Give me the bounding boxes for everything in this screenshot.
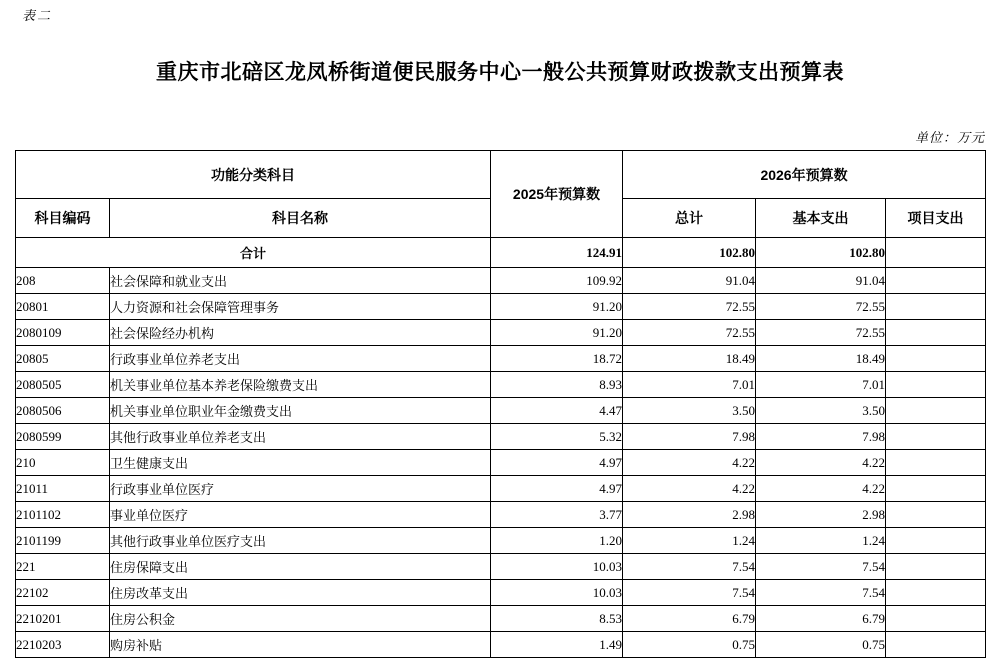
basic-2026-cell: 7.98 [756, 424, 886, 450]
basic-2026-cell: 3.50 [756, 398, 886, 424]
subject-code-cell: 2101102 [16, 502, 110, 528]
page-title: 重庆市北碚区龙凤桥街道便民服务中心一般公共预算财政拨款支出预算表 [156, 61, 844, 84]
budget-2025-cell: 91.20 [491, 294, 623, 320]
subject-name-cell: 行政事业单位养老支出 [110, 346, 491, 372]
grand-total-2025: 124.91 [491, 238, 623, 268]
subject-name-cell: 其他行政事业单位养老支出 [110, 424, 491, 450]
budget-2025-cell: 10.03 [491, 554, 623, 580]
table-row [16, 294, 986, 320]
subject-code-cell: 208 [16, 268, 110, 294]
table-row [16, 320, 986, 346]
header-functional-category: 功能分类科目 [16, 151, 491, 199]
sheet-label: 表二 [22, 9, 53, 24]
basic-2026-cell: 1.24 [756, 528, 886, 554]
budget-2025-cell: 8.93 [491, 372, 623, 398]
basic-2026-cell: 91.04 [756, 268, 886, 294]
budget-2025-cell: 1.20 [491, 528, 623, 554]
project-2026-cell [886, 346, 986, 372]
budget-2025-cell: 10.03 [491, 580, 623, 606]
grand-total-row [16, 238, 986, 268]
table-row [16, 450, 986, 476]
total-2026-cell: 72.55 [623, 294, 756, 320]
project-2026-cell [886, 398, 986, 424]
project-2026-cell [886, 320, 986, 346]
basic-2026-cell: 4.22 [756, 450, 886, 476]
total-2026-cell: 1.24 [623, 528, 756, 554]
budget-table [15, 150, 986, 658]
subject-name-cell: 社会保险经办机构 [110, 320, 491, 346]
table-row [16, 346, 986, 372]
basic-2026-cell: 7.54 [756, 554, 886, 580]
grand-total-2026-project [886, 238, 986, 268]
total-2026-cell: 0.75 [623, 632, 756, 658]
subject-code-cell: 2080599 [16, 424, 110, 450]
subject-code-cell: 21011 [16, 476, 110, 502]
subject-code-cell: 2210203 [16, 632, 110, 658]
project-2026-cell [886, 424, 986, 450]
subject-code-cell: 2080506 [16, 398, 110, 424]
budget-2025-cell: 3.77 [491, 502, 623, 528]
table-row [16, 632, 986, 658]
budget-2025-cell: 4.97 [491, 476, 623, 502]
project-2026-cell [886, 554, 986, 580]
total-2026-cell: 7.54 [623, 580, 756, 606]
subject-name-cell: 住房公积金 [110, 606, 491, 632]
total-2026-cell: 7.01 [623, 372, 756, 398]
subject-code-cell: 2210201 [16, 606, 110, 632]
header-basic-expenditure: 基本支出 [756, 199, 886, 238]
table-row [16, 554, 986, 580]
project-2026-cell [886, 476, 986, 502]
table-row [16, 502, 986, 528]
basic-2026-cell: 7.01 [756, 372, 886, 398]
subject-code-cell: 210 [16, 450, 110, 476]
basic-2026-cell: 2.98 [756, 502, 886, 528]
subject-name-cell: 购房补贴 [110, 632, 491, 658]
subject-name-cell: 住房改革支出 [110, 580, 491, 606]
total-2026-cell: 2.98 [623, 502, 756, 528]
budget-2025-cell: 91.20 [491, 320, 623, 346]
subject-code-cell: 221 [16, 554, 110, 580]
budget-2025-cell: 18.72 [491, 346, 623, 372]
total-2026-cell: 3.50 [623, 398, 756, 424]
subject-code-cell: 2101199 [16, 528, 110, 554]
subject-name-cell: 人力资源和社会保障管理事务 [110, 294, 491, 320]
subject-code-cell: 20805 [16, 346, 110, 372]
subject-name-cell: 住房保障支出 [110, 554, 491, 580]
subject-name-cell: 卫生健康支出 [110, 450, 491, 476]
budget-2025-cell: 109.92 [491, 268, 623, 294]
total-2026-cell: 72.55 [623, 320, 756, 346]
budget-2025-cell: 1.49 [491, 632, 623, 658]
header-2025-budget: 2025年预算数 [491, 151, 623, 238]
budget-2025-cell: 8.53 [491, 606, 623, 632]
budget-2025-cell: 4.97 [491, 450, 623, 476]
total-2026-cell: 91.04 [623, 268, 756, 294]
total-2026-cell: 7.54 [623, 554, 756, 580]
table-body [16, 238, 986, 658]
total-2026-cell: 6.79 [623, 606, 756, 632]
subject-name-cell: 事业单位医疗 [110, 502, 491, 528]
project-2026-cell [886, 372, 986, 398]
project-2026-cell [886, 450, 986, 476]
table-row [16, 580, 986, 606]
budget-2025-cell: 4.47 [491, 398, 623, 424]
table-row [16, 606, 986, 632]
subject-name-cell: 机关事业单位职业年金缴费支出 [110, 398, 491, 424]
header-total: 总计 [623, 199, 756, 238]
table-row [16, 268, 986, 294]
table-row [16, 372, 986, 398]
total-2026-cell: 18.49 [623, 346, 756, 372]
budget-2025-cell: 5.32 [491, 424, 623, 450]
table-row [16, 398, 986, 424]
header-row-1 [16, 151, 986, 199]
project-2026-cell [886, 294, 986, 320]
subject-name-cell: 社会保障和就业支出 [110, 268, 491, 294]
subject-name-cell: 其他行政事业单位医疗支出 [110, 528, 491, 554]
basic-2026-cell: 6.79 [756, 606, 886, 632]
subject-name-cell: 行政事业单位医疗 [110, 476, 491, 502]
project-2026-cell [886, 632, 986, 658]
subject-code-cell: 22102 [16, 580, 110, 606]
total-2026-cell: 7.98 [623, 424, 756, 450]
basic-2026-cell: 7.54 [756, 580, 886, 606]
project-2026-cell [886, 268, 986, 294]
header-subject-code: 科目编码 [16, 199, 110, 238]
header-subject-name: 科目名称 [110, 199, 491, 238]
total-2026-cell: 4.22 [623, 450, 756, 476]
header-project-expenditure: 项目支出 [886, 199, 986, 238]
basic-2026-cell: 0.75 [756, 632, 886, 658]
subject-code-cell: 2080505 [16, 372, 110, 398]
header-2026-budget: 2026年预算数 [623, 151, 986, 199]
table-row [16, 424, 986, 450]
project-2026-cell [886, 580, 986, 606]
project-2026-cell [886, 502, 986, 528]
unit-note: 单位：万元 [914, 131, 985, 146]
grand-total-label: 合计 [16, 238, 491, 268]
total-2026-cell: 4.22 [623, 476, 756, 502]
basic-2026-cell: 4.22 [756, 476, 886, 502]
basic-2026-cell: 72.55 [756, 294, 886, 320]
table-row [16, 528, 986, 554]
project-2026-cell [886, 606, 986, 632]
basic-2026-cell: 72.55 [756, 320, 886, 346]
grand-total-2026-total: 102.80 [623, 238, 756, 268]
grand-total-2026-basic: 102.80 [756, 238, 886, 268]
subject-code-cell: 20801 [16, 294, 110, 320]
subject-name-cell: 机关事业单位基本养老保险缴费支出 [110, 372, 491, 398]
subject-code-cell: 2080109 [16, 320, 110, 346]
table-row [16, 476, 986, 502]
basic-2026-cell: 18.49 [756, 346, 886, 372]
project-2026-cell [886, 528, 986, 554]
